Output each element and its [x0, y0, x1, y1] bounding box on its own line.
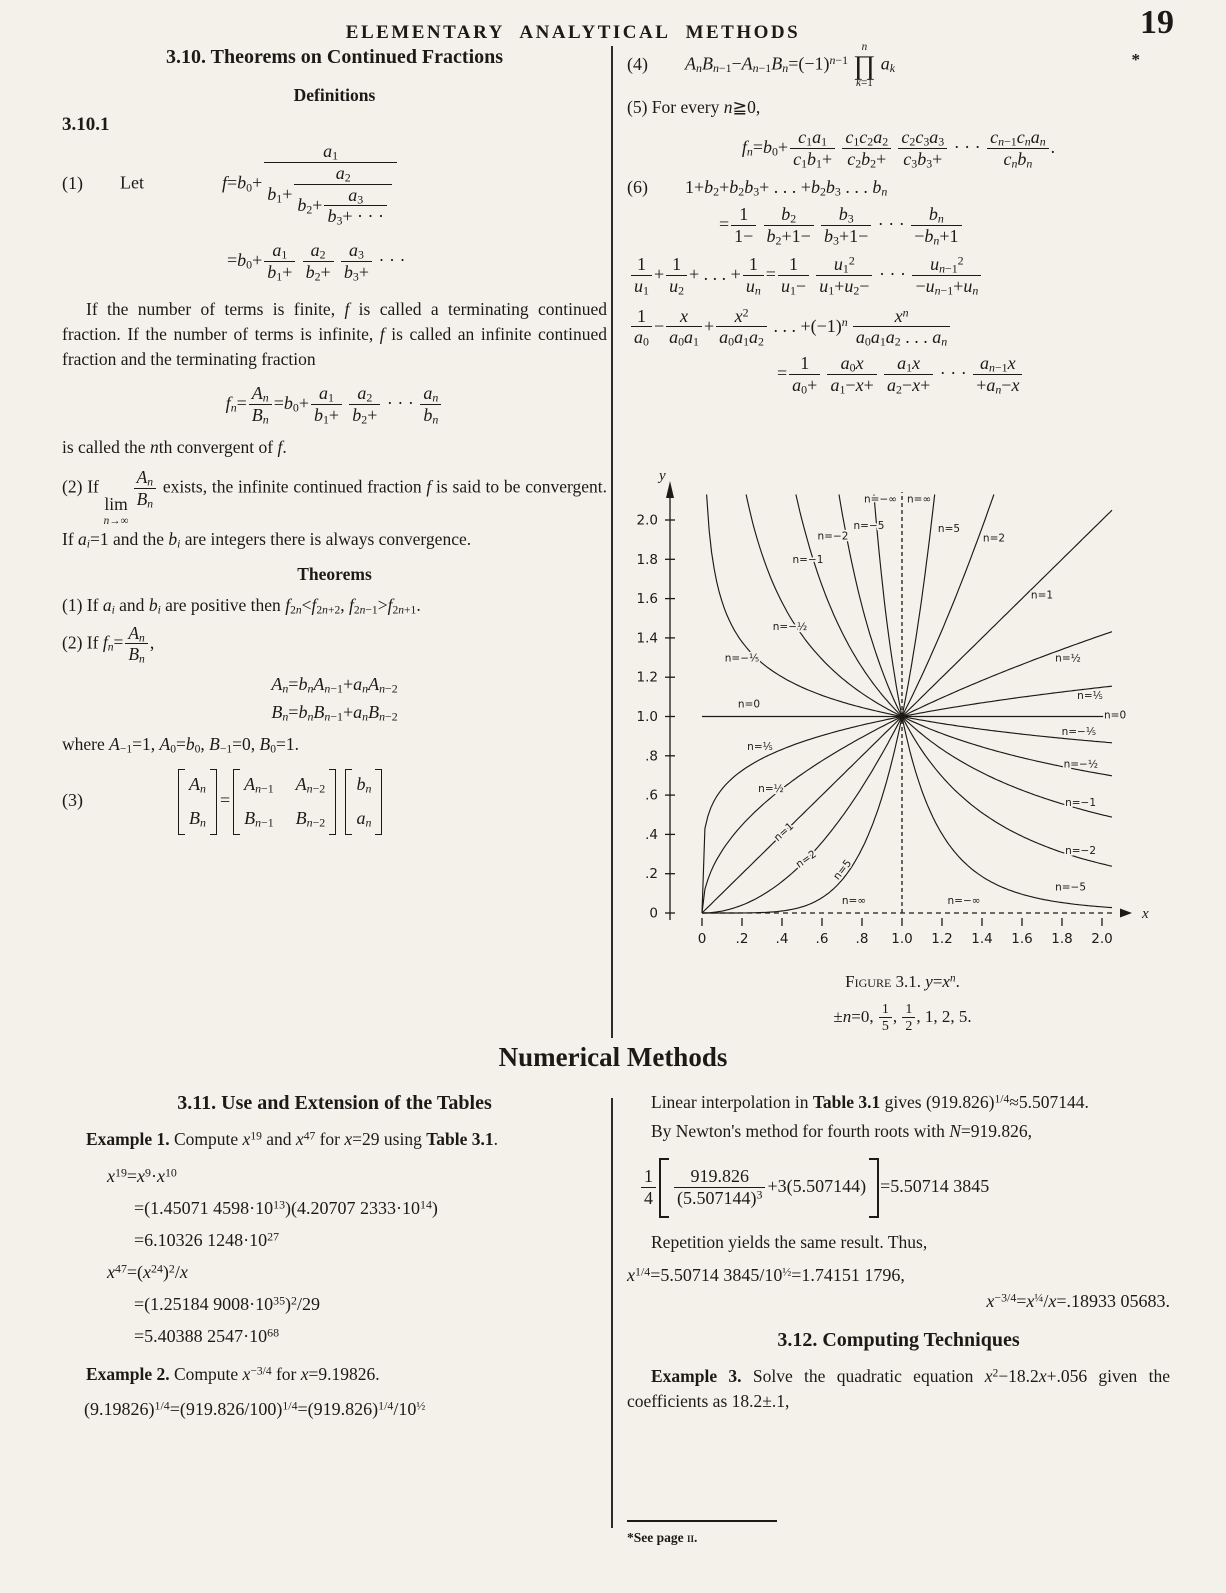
- equation-body: $=b_0+$ $\frac{a_1}{b_1+}$ $\frac{a_2}{b_2+}$ $\frac{a_3}{b_3+}$ · · ·: [227, 240, 406, 284]
- equation: [62, 1294, 607, 1316]
- equation: [62, 1326, 607, 1348]
- paragraph: where $A_{-1}=1$, $A_0=b_0$, $B_{-1}=0$, $B_0=1$.: [62, 734, 300, 756]
- y-tick-label: .8: [645, 748, 658, 765]
- paragraph: Repetition yields the same result. Thus,: [651, 1232, 928, 1252]
- equation: [62, 241, 607, 283]
- x-tick-label: 1.0: [891, 931, 913, 947]
- equation-body: $f_n=b_0+$ $\frac{c_1a_1}{c_1b_1+}$ $\frac{c_1c_2a_2}{c_2b_2+}$ $\frac{c_2c_3a_3}{c_3b_3+}$ · · · $\frac{c_{n-1}c_na_n}{c_nb_n}$ .: [741, 126, 1056, 171]
- equation: [62, 674, 607, 696]
- curve-label: n=−⅕: [724, 652, 760, 665]
- footnote: *See page ii.: [627, 1530, 698, 1545]
- curve-label: n=−½: [772, 621, 808, 634]
- figure-caption-line2: ±n=0, $\frac{1}{5}$ , $\frac{1}{2}$ , 1, 2, 5.: [833, 1002, 972, 1035]
- subheading: Definitions: [293, 85, 376, 105]
- subheading: Theorems: [297, 563, 372, 584]
- curve-label: n=−1: [1065, 796, 1096, 809]
- paragraph: Example 3. Solve the quadratic equation $x^2-18.2x+.056$ given the coefficients as 18.2±.1,: [627, 1365, 1170, 1411]
- y-tick-label: .6: [645, 787, 658, 804]
- curve-label: n=−5: [853, 519, 885, 532]
- y-tick-label: 1.2: [636, 669, 658, 686]
- equation-body: = $\frac{1}{1-}$ $\frac{b_2}{b_2+1-}$ $\frac{b_3}{b_3+1-}$ · · · $\frac{b_n}{-b_n+1}$: [627, 205, 1170, 247]
- equation-body: $A_n$ $B_n$ = $A_{n-1}$ $A_{n-2}$ $B_{n-1}$ $B_{n-2}$ $b_n$ $a_n$: [120, 769, 607, 835]
- curve-label: n=½: [758, 783, 784, 796]
- equation: [627, 128, 1170, 170]
- y-tick-label: 1.0: [636, 709, 658, 725]
- curve-label: n=−∞: [864, 493, 897, 506]
- curve-label: n=0: [737, 698, 761, 711]
- curve-label: n=−∞: [947, 895, 981, 908]
- equation-body: $f_n=$ $\frac{A_n}{B_n}$ $=b_0+$ $\frac{a_1}{b_1+}$ $\frac{a_2}{b_2+}$ · · · $\frac{a_n}{b_n}$: [62, 384, 607, 426]
- equation: [627, 177, 1170, 199]
- figure-3-1-plot: [632, 468, 1172, 968]
- equation: [62, 769, 607, 835]
- equation-body: $A_n=b_nA_{n-1}+a_nA_{n-2}$: [271, 674, 398, 696]
- page-number: 19: [1140, 4, 1174, 41]
- equation-body: $\frac{1}{u_1}$ + $\frac{1}{u_2}$ + . . . + $\frac{1}{u_n}$ = $\frac{1}{u_1-}$ $\frac{u_1^2}{u_1+u_2-}$ · · · $\frac{u_{n-1}^2}{-u_{n-1}+u_n}$: [627, 255, 1170, 297]
- x-tick-label: .2: [735, 931, 749, 947]
- y-tick-label: .2: [645, 866, 658, 883]
- curve-label: n=1: [771, 820, 797, 845]
- x-axis-label: x: [1142, 906, 1149, 922]
- equation: [627, 255, 1170, 297]
- equation-number: (1): [62, 172, 83, 193]
- curve-n=-1-5: [707, 495, 1112, 743]
- y-tick-label: 1.8: [636, 551, 658, 568]
- x-axis-arrow: [1120, 909, 1132, 918]
- curve-label: n=−⅕: [1061, 726, 1096, 739]
- equation-number: (6): [627, 177, 648, 198]
- x-tick-label: 1.8: [1051, 931, 1073, 947]
- equation: [627, 1265, 1170, 1287]
- paragraph: (2) If $f_n=$ $\frac{A_n}{B_n}$ ,: [62, 622, 155, 666]
- curve-n=-1-2: [746, 495, 1112, 776]
- equation-body: =6.10326 $1248\cdot 10^{27}$: [134, 1229, 280, 1250]
- equation-body: $x^{47}=(x^{24})^2/x$: [107, 1261, 188, 1282]
- equation: [62, 1262, 607, 1284]
- paragraph: By Newton's method for fourth roots with N=919.826,: [651, 1121, 1033, 1141]
- x-tick-label: 1.6: [1011, 931, 1033, 947]
- section-3-10-continued-fractions: [62, 46, 607, 835]
- running-head: ELEMENTARY ANALYTICAL METHODS: [345, 22, 801, 43]
- paragraph: Example 1. Compute $x^{19}$ and $x^{47}$ for x=29 using Table 3.1.: [86, 1129, 499, 1149]
- paragraph: Example 2. Compute $x^{-3/4}$ for x=9.19826.: [86, 1363, 380, 1384]
- footnote-rule: [627, 1520, 777, 1522]
- curve-label: n=5: [831, 857, 855, 883]
- curve-n=1-2: [702, 632, 1112, 913]
- curve-label: n=−5: [1055, 881, 1086, 894]
- equation-body: $x^{19}=x^9\cdot x^{10}$: [107, 1165, 177, 1186]
- equation: [62, 1399, 607, 1421]
- x-tick-label: 0: [697, 931, 707, 947]
- equation-body: $(9.19826)^{1/4}=(919.826/100)^{1/4}=(919.826)^{1/4}/10^{\frac{1}{2}}$: [84, 1398, 426, 1419]
- equation-body: $x^{1/4}=5.50714$ $3845/10^{\frac{1}{2}}=1.74151$ 1796,: [627, 1264, 905, 1285]
- equation: [62, 702, 607, 724]
- equation: [627, 42, 1170, 89]
- paragraph: (2) If lim n→∞ $\frac{A_n}{B_n}$ exists, the infinite continued fraction f is said to be convergent. If $a_i=1$ and the $b_i$ are integers there is always convergence.: [62, 467, 607, 551]
- x-tick-label: .6: [815, 931, 829, 947]
- x-tick-label: 2.0: [1091, 931, 1113, 947]
- y-axis-label: y: [659, 468, 666, 484]
- y-tick-label: 2.0: [636, 512, 658, 529]
- paragraph: (5) For every n≧0,: [627, 96, 761, 117]
- equation: [627, 304, 1170, 349]
- curve-label: n=∞: [841, 895, 867, 908]
- paragraph: If the number of terms is finite, f is called a terminating continued fraction. If the number of terms is infinite, f is called an infinite continued fraction and the terminating fraction: [62, 298, 607, 369]
- curve-label: n=0: [1104, 709, 1127, 722]
- equation-body: $A_nB_{n-1}-A_{n-1}B_n=(-1)^{n-1}$ n ∏ k=1 $a_k$: [685, 41, 896, 90]
- equation: [62, 1198, 607, 1220]
- equation-body: $1+b_2+b_2b_3+$ . . . $+b_2b_3$ . . . $b_n$: [685, 177, 888, 200]
- curve-label: n=−1: [792, 554, 824, 567]
- curve-label: n=½: [1055, 652, 1081, 665]
- y-tick-label: 1.6: [636, 591, 658, 608]
- equation-body: $\frac{1}{4}$ $\frac{919.826}{(5.507144)^3}$ +3(5.507144) =5.50714 3845: [627, 1158, 1170, 1218]
- y-tick-label: 0: [649, 905, 658, 922]
- section-3-12-computing-techniques: [627, 1090, 1170, 1414]
- column-divider-bottom: [611, 1098, 613, 1528]
- x-tick-label: .4: [775, 931, 789, 947]
- curve-label: n=5: [937, 522, 961, 535]
- curve-label: n=−2: [817, 530, 849, 543]
- continued-fraction-identities: [627, 42, 1170, 396]
- x-tick-label: 1.2: [931, 931, 953, 947]
- curve-n=1: [702, 510, 1112, 913]
- section-heading: 3.11. Use and Extension of the Tables: [177, 1092, 492, 1114]
- curve-label: n=1: [1030, 589, 1054, 602]
- equation-number: (4): [627, 53, 648, 74]
- equation: [627, 354, 1170, 396]
- footnote-marker: *: [1131, 50, 1140, 69]
- curve-label: n=2: [793, 848, 819, 871]
- equation: [62, 1230, 607, 1252]
- equation: [62, 1166, 607, 1188]
- equation-number: (3): [62, 790, 83, 811]
- column-divider-top: [611, 46, 613, 1038]
- curve-label: n=2: [982, 532, 1006, 545]
- curve-label: n=−2: [1065, 845, 1096, 858]
- equation-body: = $\frac{1}{a_0+}$ $\frac{a_0x}{a_1-x+}$ $\frac{a_1x}{a_2-x+}$ · · · $\frac{a_{n-1}x}{+a_n-x}$: [627, 354, 1170, 396]
- subsection-number: 3.10.1: [62, 114, 110, 135]
- curve-label: n=∞: [907, 493, 932, 506]
- figure-caption-line1: Figure 3.1. $y=x^n$.: [845, 972, 960, 991]
- x-tick-label: 1.4: [971, 931, 993, 947]
- equation: [627, 1291, 1170, 1313]
- equation: [62, 384, 607, 426]
- equation-body: $x^{-3/4}=x^{\frac{1}{4}}/x=.18933$ 05683.: [986, 1290, 1170, 1311]
- paragraph: is called the nth convergent of f.: [62, 437, 287, 458]
- paragraph: Linear interpolation in Table 3.1 gives $(919.826)^{1/4}\approx 5.507144$.: [651, 1092, 1089, 1112]
- equation-body: $B_n=b_nB_{n-1}+a_nB_{n-2}$: [271, 702, 398, 724]
- equation-body: Let $f=b_0+$ $a_1$ $b_1+$ $a_2$ $b_2+$ $\frac{a_3}{b_3+ \cdot \cdot \cdot}$: [120, 142, 607, 227]
- equation-body: =(1.45071 $4598\cdot 10^{13})(4.20707$ $2333\cdot 10^{14}$): [134, 1197, 438, 1218]
- x-tick-label: .8: [855, 931, 869, 947]
- section-heading: 3.10. Theorems on Continued Fractions: [165, 46, 504, 68]
- curve-label: n=⅕: [1077, 689, 1103, 702]
- equation-body: =(1.25184 $9008\cdot 10^{35})^2/29$: [134, 1293, 320, 1314]
- equation-body: =5.40388 $2547\cdot 10^{68}$: [134, 1325, 280, 1346]
- y-tick-label: 1.4: [636, 630, 658, 647]
- curve-n=1-5: [702, 686, 1112, 913]
- equation: [627, 1158, 1170, 1218]
- equation-body: $\frac{1}{a_0}$ − $\frac{x}{a_0a_1}$ + $\frac{x^2}{a_0a_1a_2}$ . . . $+(-1)^n$ $\frac{x^n}{a_0a_1a_2 . . . a_n}$: [627, 307, 1170, 349]
- paragraph: (1) If $a_i$ and $b_i$ are positive then $f_{2n}<f_{2n+2}$, $f_{2n-1}>f_{2n+1}$.: [62, 594, 421, 617]
- y-axis-arrow: [666, 481, 674, 498]
- equation: [627, 205, 1170, 247]
- curve-label: n=⅕: [747, 740, 773, 753]
- y-tick-label: .4: [645, 826, 658, 843]
- section-3-11-use-of-tables: [62, 1092, 607, 1421]
- section-title-numerical-methods: Numerical Methods: [498, 1042, 728, 1072]
- equation: [62, 142, 607, 227]
- section-heading: 3.12. Computing Techniques: [777, 1328, 1020, 1351]
- curve-label: n=−½: [1063, 758, 1098, 771]
